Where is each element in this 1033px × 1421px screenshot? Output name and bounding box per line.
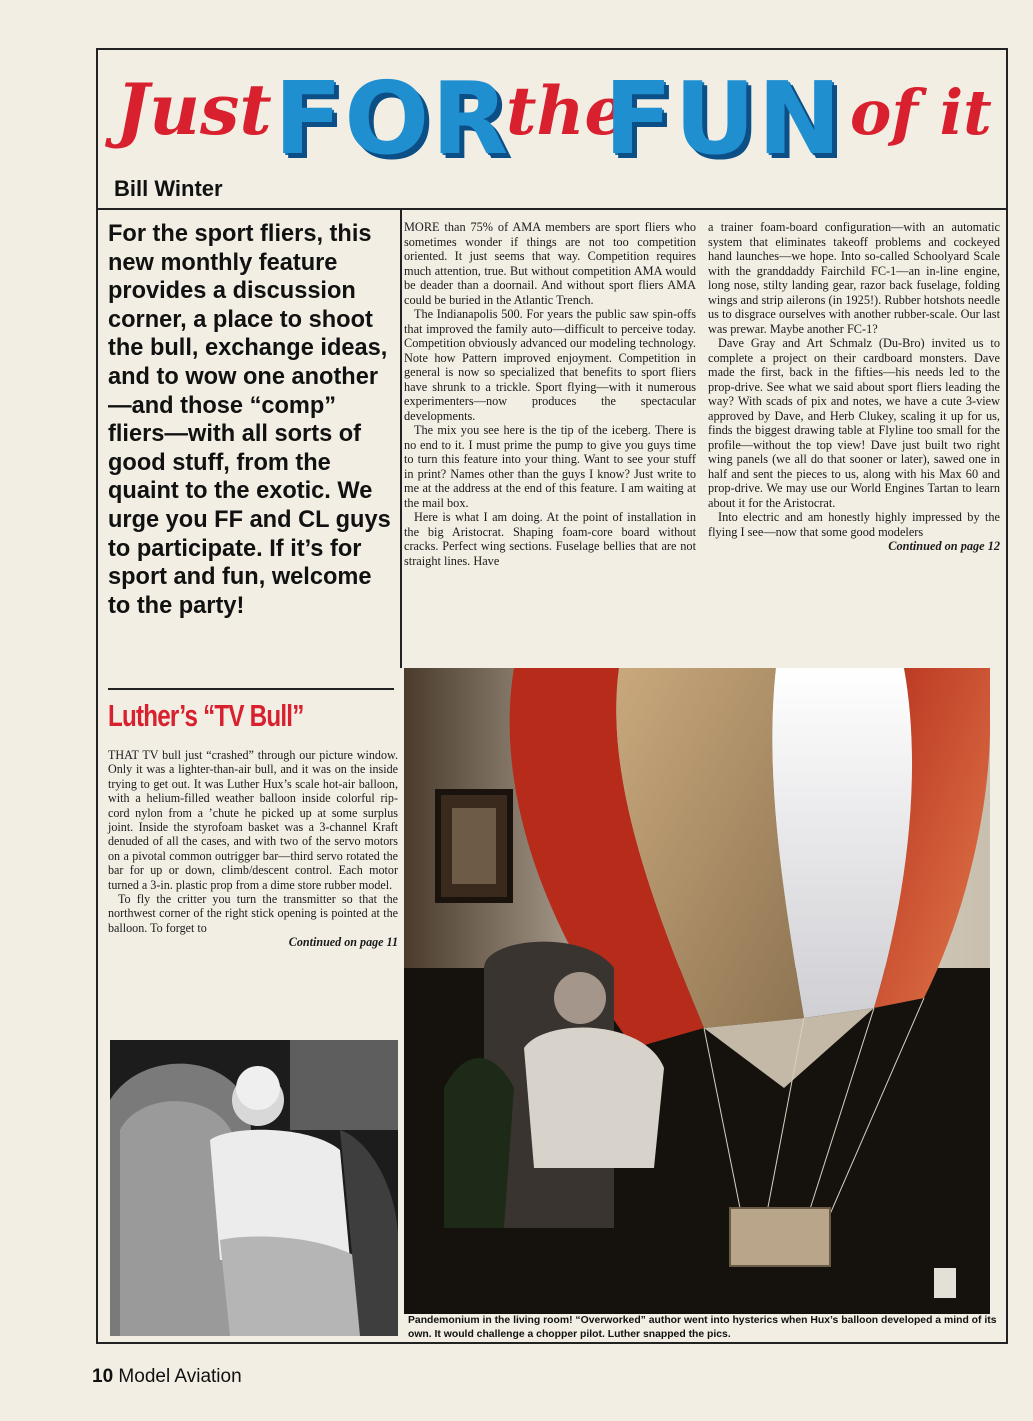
page-frame [96, 48, 1008, 1344]
col3-continued: Continued on page 12 [888, 539, 1000, 553]
article-column-2 [404, 220, 696, 568]
col3-paragraph-1: a trainer foam-board configuration—with an automatic system that eliminates takeoff problems and cockeyed hand launches—we hope. Into so-called Schoolyard Scale with the granddaddy Fairchild FC-1—an in-line engine, long nose, stilty landing gear, razor back fuselage, folding wings and strip ailerons (in 1925!). Rubber hotshots needle us to disgrace ourselves with another rubber-scale. Our last was prewar. Maybe another FC-1? [708, 220, 1000, 336]
section-rule [108, 688, 394, 690]
luther-paragraph-2: To fly the critter you turn the transmitter so that the northwest corner of the right stick opening is pointed at the balloon. To forget to [108, 892, 398, 935]
col2-paragraph-2: The Indianapolis 500. For years the public saw spin-offs that improved the family auto—difficult to perceive today. Competition obviously advanced our modeling technology. Note how Pattern improved enjoyment. Competition in general is now so specialized that benefits to sport fliers have shrunk to a trickle. Sport flying—with it numerous experimenters—now produces the spectacular developments. [404, 307, 696, 423]
title-word-just: Just [116, 68, 272, 151]
author-photo [110, 1040, 398, 1336]
balloon-photo [404, 668, 990, 1314]
title-word-fun: FUN [604, 60, 844, 177]
author-photo-illustration [110, 1040, 398, 1336]
title-word-the: the [506, 72, 627, 150]
col2-paragraph-1: MORE than 75% of AMA members are sport fliers who sometimes wonder if things are not too competition oriented. It just seems that way. Competition requires much attention, true. But without competition AMA would be deader than a doornail. And without sport fliers AMA could be buried in the Atlantic Trench. [404, 220, 696, 307]
title-word-for: FOR [274, 60, 511, 177]
intro-text: For the sport fliers, this new monthly feature provides a discussion corner, a place to shoot the bull, exchange ideas, and to wow one another—and those “comp” fliers—with all sorts of good stuff, from the quaint to the exotic. We urge you FF and CL guys to participate. If it’s for sport and fun, welcome to the party! [108, 221, 391, 619]
article-column-3 [708, 220, 1000, 554]
byline: Bill Winter [114, 176, 223, 201]
magazine-name: Model Aviation [118, 1366, 242, 1387]
col2-paragraph-3: The mix you see here is the tip of the iceberg. There is no end to it. I must prime the pump to give you guys time to turn this feature into your thing. Want to see your stuff in print? Names other than the guys I know? Just write to me at the address at the end of this feature. I am waiting at the mail box. [404, 423, 696, 510]
luther-paragraph-1: THAT TV bull just “crashed” through our picture window. Only it was a lighter-than-air bull, and it was on the inside trying to get out. It was Luther Hux’s scale hot-air balloon, with a helium-filled weather balloon inside colorful rip-cord nylon from a ’chute he picked up at some surplus joint. Inside the styrofoam basket was a 3-channel Kraft denuded of all the cases, and with two of the servo motors on a pivotal common outrigger bar—third servo rotated the bar for up or down, climb/descent control. Each motor turned a 3-in. plastic prop from a dime store rubber model. [108, 748, 398, 892]
photo-caption: Pandemonium in the living room! “Overworked” author went into hysterics when Hux’s balloon developed a mind of its own. It would challenge a chopper pilot. Luther snapped the pics. [408, 1315, 997, 1340]
title-word-of-it: of it [850, 76, 992, 149]
column-rule [400, 210, 402, 668]
col3-paragraph-3: Into electric and am honestly highly impressed by the flying I see—now that some good modelers [708, 510, 1000, 539]
balloon-photo-illustration [404, 668, 990, 1314]
title-banner [98, 50, 1006, 210]
col2-paragraph-4: Here is what I am doing. At the point of installation in the big Aristocrat. Shaping foam-core board without cracks. Perfect wing sections. Fuselage bellies that are not straight lines. Have [404, 510, 696, 568]
luther-continued: Continued on page 11 [288, 935, 398, 950]
luther-headline: Luther’s “TV Bull” [108, 698, 304, 733]
luther-article [108, 748, 398, 950]
page-number: 10 [92, 1366, 114, 1387]
col3-paragraph-2: Dave Gray and Art Schmalz (Du-Bro) invited us to complete a project on their cardboard monsters. Dave made the first, back in the fifties—his needs led to the prop-drive. See what we said about sport fliers leading the way? With scads of pix and notes, we have a cute 3-view approved by Dave, and Herb Clukey, scaling it up for us, finds the biggest drawing table at Flyline too small for the profile—without the top view! Dave just built two right wing panels (we all do that sooner or later), sawed one in half and sent the pieces to us, along with his Max 60 and prop-drive. We may use our World Engines Tartan to learn about it for the Aristocrat. [708, 336, 1000, 510]
page-footer [92, 1366, 242, 1388]
title-rule [98, 208, 1006, 210]
